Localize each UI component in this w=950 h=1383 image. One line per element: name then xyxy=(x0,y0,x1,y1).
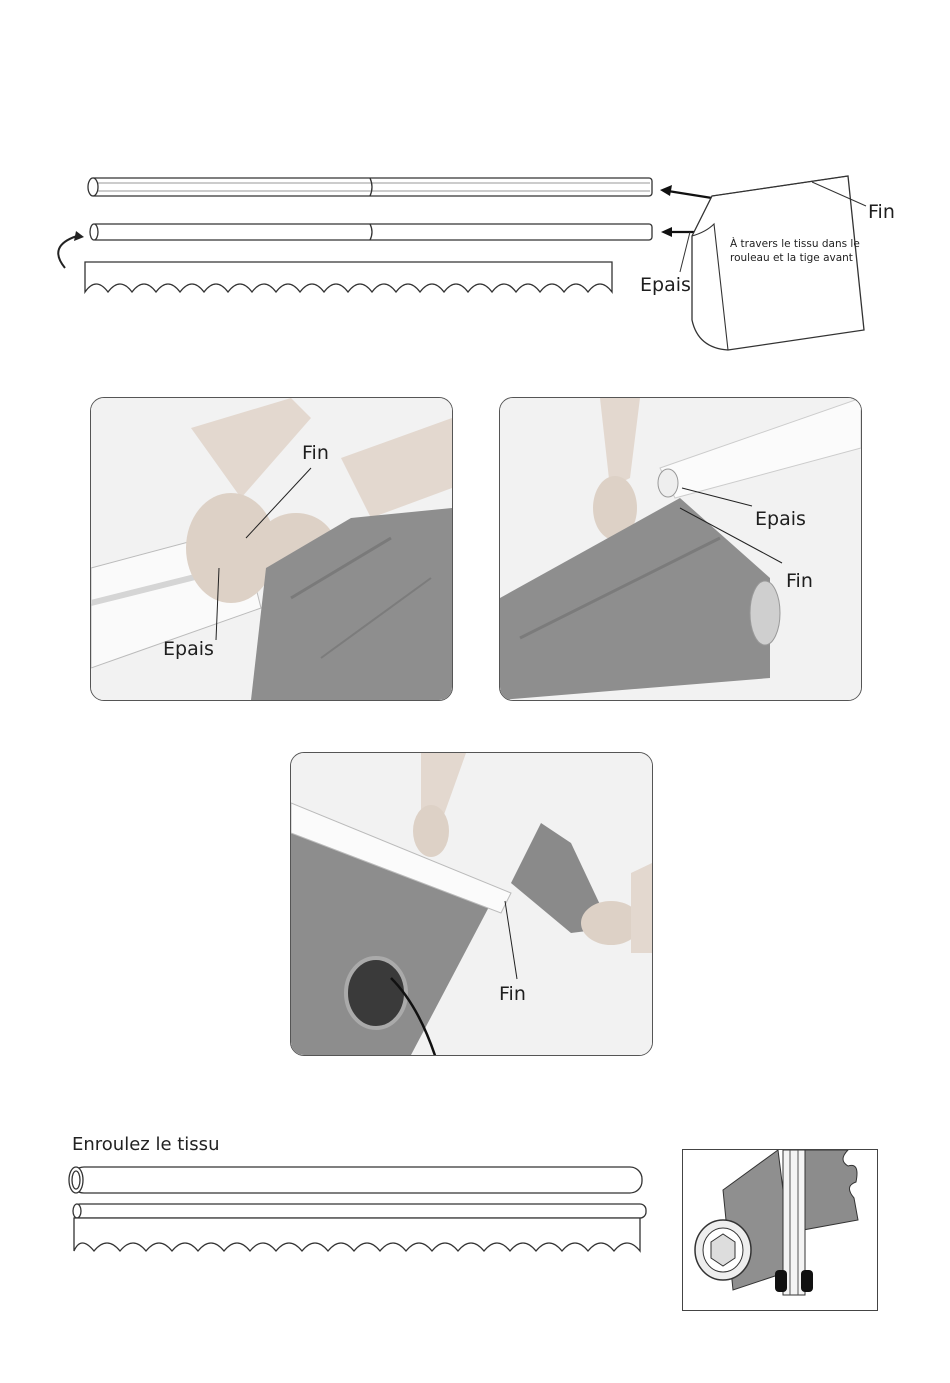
top-diagram-drawing xyxy=(0,0,950,380)
label-epais: Epais xyxy=(755,508,806,530)
label-fin: Fin xyxy=(499,983,526,1005)
valance xyxy=(74,1218,640,1251)
section-heading: Enroulez le tissu xyxy=(72,1134,220,1155)
detail-illustration xyxy=(683,1150,877,1310)
arrow-icon xyxy=(661,227,672,237)
roller-tube xyxy=(69,1167,642,1193)
label-fin: Fin xyxy=(302,442,329,464)
bottom-diagram xyxy=(60,1155,660,1270)
label-fin: Fin xyxy=(868,201,895,223)
photo-panel-right xyxy=(499,397,862,701)
roller-tube xyxy=(88,178,652,196)
photo-panel-left xyxy=(90,397,453,701)
photo-center-illustration xyxy=(291,753,652,1055)
label-epais: Epais xyxy=(163,638,214,660)
photo-left-illustration xyxy=(91,398,452,700)
label-epais: Epais xyxy=(640,274,691,296)
label-fin: Fin xyxy=(786,570,813,592)
top-diagram xyxy=(0,0,950,380)
valance xyxy=(85,262,612,292)
bottom-diagram-drawing xyxy=(60,1155,660,1270)
photo-panel-center xyxy=(290,752,653,1056)
front-bar xyxy=(73,1204,646,1218)
photo-right-illustration xyxy=(500,398,861,700)
front-bar xyxy=(90,224,652,240)
detail-illustration-frame xyxy=(682,1149,878,1311)
arrow-icon xyxy=(660,185,672,196)
instruction-text: À travers le tissu dans le rouleau et la tige avant xyxy=(730,238,860,264)
